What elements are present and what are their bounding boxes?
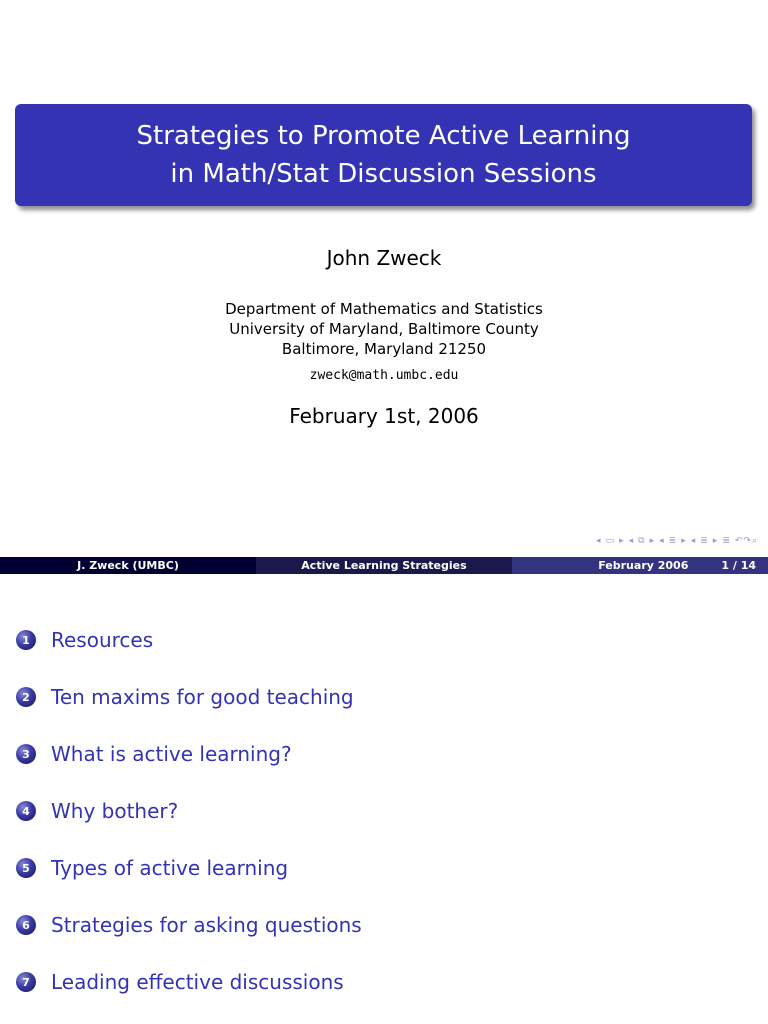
navigation-symbols xyxy=(594,536,760,546)
nav-part-icon[interactable]: ≣ xyxy=(700,536,709,546)
toc-item-resources[interactable] xyxy=(16,626,362,654)
footer-right xyxy=(512,557,768,574)
toc-label[interactable]: Types of active learning xyxy=(51,856,289,880)
nav-prev-section-icon[interactable]: ◂ xyxy=(659,536,665,546)
number-ball-icon: 1 xyxy=(16,630,36,650)
number-ball-icon: 7 xyxy=(16,972,36,992)
author-name: John Zweck xyxy=(326,246,442,270)
table-of-contents xyxy=(16,626,362,1024)
author-email[interactable]: zweck@math.umbc.edu xyxy=(309,368,459,383)
nav-next-frame-icon[interactable]: ▸ xyxy=(619,536,625,546)
number-ball-icon: 2 xyxy=(16,687,36,707)
slide-footer xyxy=(0,557,768,574)
nav-section-icon[interactable]: ≣ xyxy=(668,536,678,546)
footer-author: J. Zweck (UMBC) xyxy=(0,557,256,574)
toc-label[interactable]: Strategies for asking questions xyxy=(51,913,362,937)
number-ball-icon: 3 xyxy=(16,744,36,764)
nav-next-subsection-icon[interactable]: ▸ xyxy=(649,536,656,546)
institution-line-3: Baltimore, Maryland 21250 xyxy=(281,340,487,358)
title-line-1: Strategies to Promote Active Learning xyxy=(136,121,631,151)
toc-item-strategies-for-asking-questions[interactable] xyxy=(16,911,362,939)
nav-search-icon[interactable]: ↶↷⌕ xyxy=(734,536,758,546)
institution xyxy=(0,299,768,359)
nav-align-icon[interactable]: ≣ xyxy=(722,536,731,546)
footer-date: February 2006 xyxy=(598,559,689,572)
footer-page-number: 1 / 14 xyxy=(721,559,756,572)
toc-item-types-of-active-learning[interactable] xyxy=(16,854,362,882)
number-ball-icon: 6 xyxy=(16,915,36,935)
nav-subsection-icon[interactable]: ⧉ xyxy=(638,536,646,546)
presentation-date: February 1st, 2006 xyxy=(289,404,479,428)
toc-item-leading-effective-discussions[interactable] xyxy=(16,968,362,996)
nav-prev-subsection-icon[interactable]: ◂ xyxy=(628,536,635,546)
toc-label[interactable]: Leading effective discussions xyxy=(51,970,344,994)
number-ball-icon: 5 xyxy=(16,858,36,878)
toc-item-ten-maxims[interactable] xyxy=(16,683,362,711)
footer-title: Active Learning Strategies xyxy=(256,557,512,574)
toc-label[interactable]: What is active learning? xyxy=(51,742,292,766)
toc-label[interactable]: Why bother? xyxy=(51,799,179,823)
toc-item-why-bother[interactable] xyxy=(16,797,362,825)
number-ball-icon: 4 xyxy=(16,801,36,821)
toc-label[interactable]: Ten maxims for good teaching xyxy=(51,685,354,709)
institution-line-2: University of Maryland, Baltimore County xyxy=(229,320,539,338)
institution-line-1: Department of Mathematics and Statistics xyxy=(225,300,543,318)
nav-frame-icon[interactable]: ▭ xyxy=(605,536,616,546)
nav-prev-frame-icon[interactable]: ◂ xyxy=(596,536,602,546)
nav-prev-part-icon[interactable]: ◂ xyxy=(690,536,697,546)
nav-next-section-icon[interactable]: ▸ xyxy=(681,536,687,546)
title-block xyxy=(15,104,752,206)
title-line-2: in Math/Stat Discussion Sessions xyxy=(170,159,597,189)
nav-next-part-icon[interactable]: ▸ xyxy=(712,536,719,546)
toc-item-what-is-active-learning[interactable] xyxy=(16,740,362,768)
toc-label[interactable]: Resources xyxy=(51,628,154,652)
